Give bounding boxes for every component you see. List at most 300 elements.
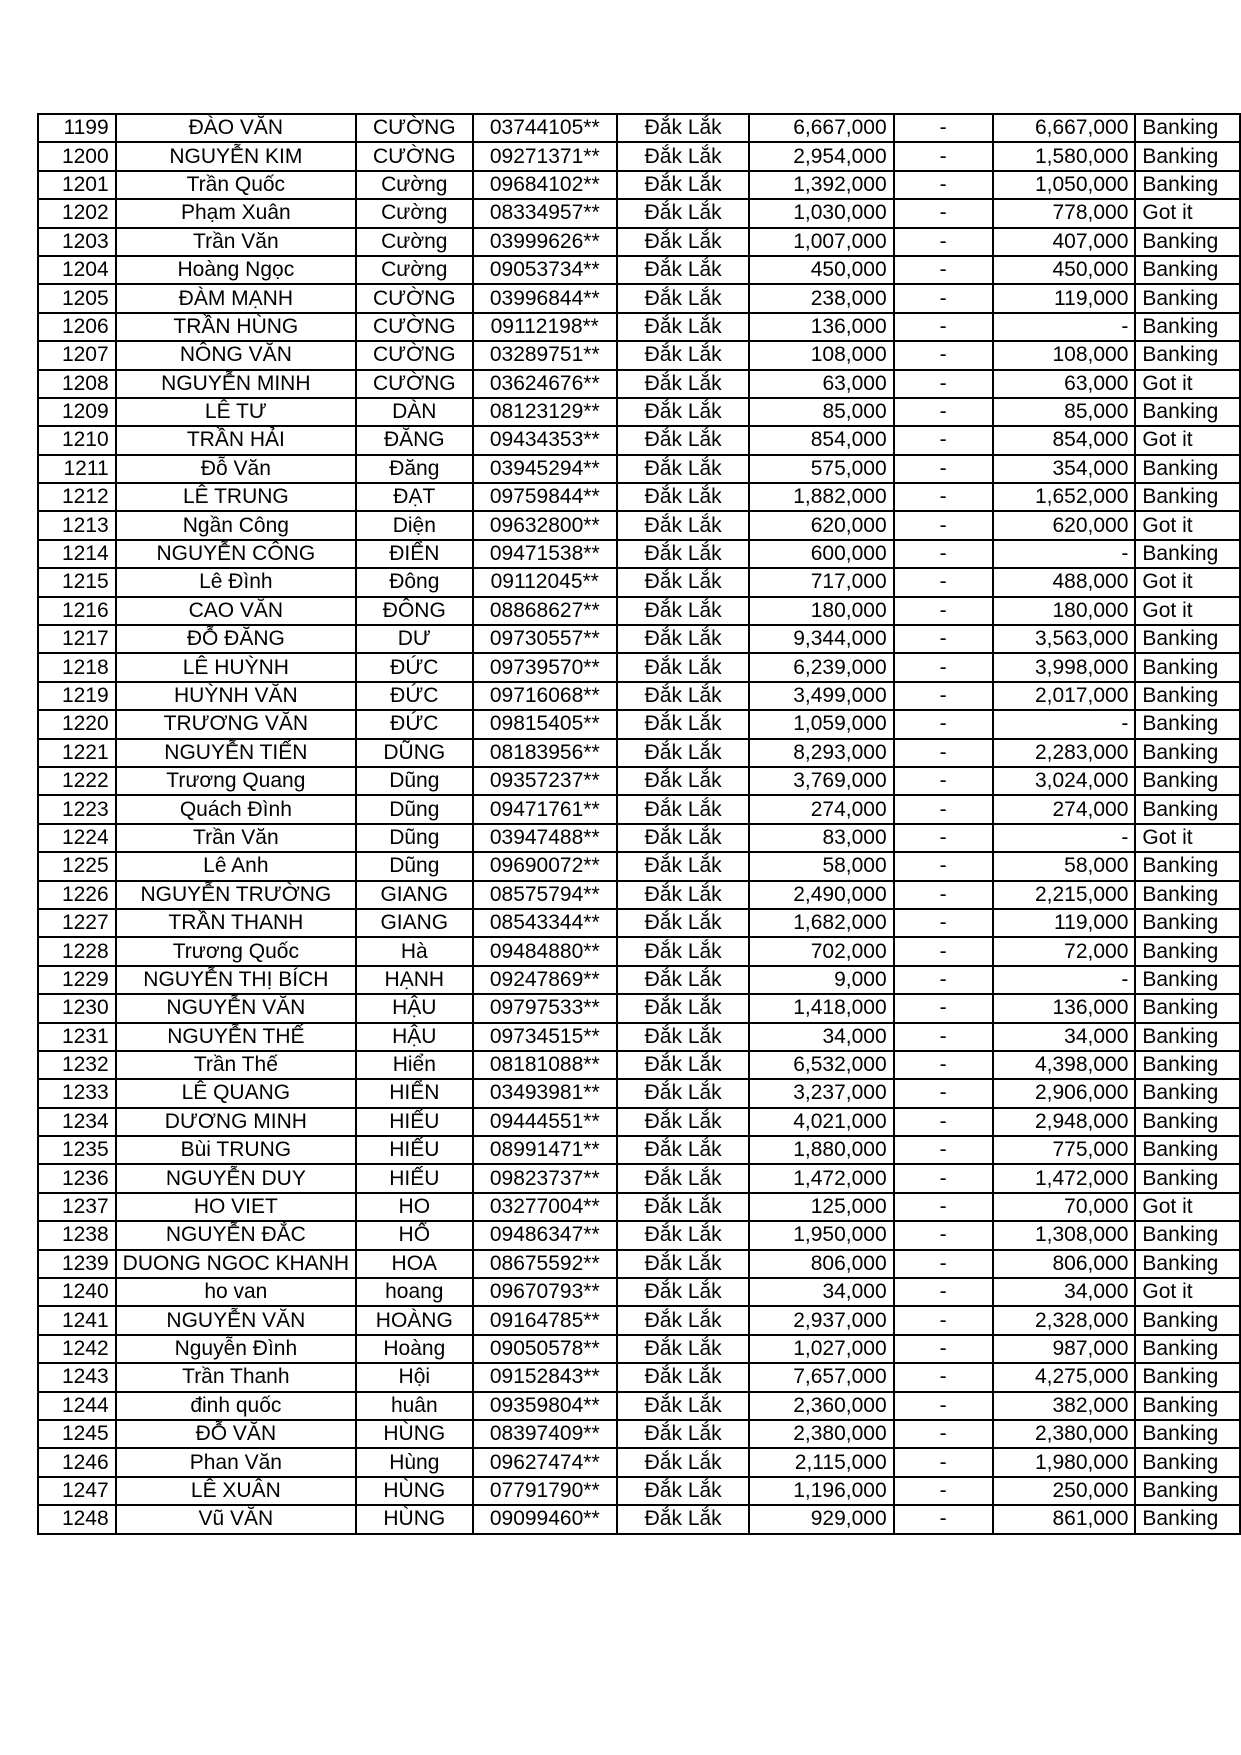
given-name: Dũng — [356, 795, 473, 823]
table-row — [38, 966, 1240, 994]
amount: 2,954,000 — [749, 142, 893, 170]
province: Đắk Lắk — [617, 739, 750, 767]
payment-method: Banking — [1135, 313, 1240, 341]
province: Đắk Lắk — [617, 1108, 750, 1136]
province: Đắk Lắk — [617, 1250, 750, 1278]
table-row — [38, 1392, 1240, 1420]
paid-amount: - — [993, 710, 1136, 738]
row-number: 1244 — [38, 1392, 116, 1420]
paid-amount: 861,000 — [993, 1505, 1136, 1533]
row-number: 1206 — [38, 313, 116, 341]
dash-cell: - — [894, 370, 993, 398]
phone-number: 08991471** — [473, 1136, 617, 1164]
table-row — [38, 1136, 1240, 1164]
province: Đắk Lắk — [617, 142, 750, 170]
payment-method: Banking — [1135, 1250, 1240, 1278]
paid-amount: 2,215,000 — [993, 881, 1136, 909]
paid-amount: 354,000 — [993, 455, 1136, 483]
phone-number: 08397409** — [473, 1420, 617, 1448]
family-name: TRẦN HÙNG — [116, 313, 356, 341]
table-row — [38, 994, 1240, 1022]
payment-method: Banking — [1135, 1108, 1240, 1136]
payment-method: Banking — [1135, 455, 1240, 483]
given-name: CƯỜNG — [356, 313, 473, 341]
family-name: ho van — [116, 1278, 356, 1306]
payment-method: Banking — [1135, 398, 1240, 426]
row-number: 1228 — [38, 937, 116, 965]
dash-cell: - — [894, 1221, 993, 1249]
province: Đắk Lắk — [617, 426, 750, 454]
amount: 2,380,000 — [749, 1420, 893, 1448]
row-number: 1239 — [38, 1250, 116, 1278]
phone-number: 09823737** — [473, 1164, 617, 1192]
province: Đắk Lắk — [617, 824, 750, 852]
family-name: LÊ TƯ — [116, 398, 356, 426]
province: Đắk Lắk — [617, 483, 750, 511]
amount: 274,000 — [749, 795, 893, 823]
phone-number: 09050578** — [473, 1335, 617, 1363]
paid-amount: 1,308,000 — [993, 1221, 1136, 1249]
table-row — [38, 540, 1240, 568]
payment-method: Banking — [1135, 767, 1240, 795]
payment-method: Got it — [1135, 597, 1240, 625]
table-row — [38, 653, 1240, 681]
dash-cell: - — [894, 881, 993, 909]
province: Đắk Lắk — [617, 284, 750, 312]
family-name: TRƯƠNG VĂN — [116, 710, 356, 738]
payment-method: Banking — [1135, 1448, 1240, 1476]
table-row — [38, 1193, 1240, 1221]
phone-number: 08181088** — [473, 1051, 617, 1079]
dash-cell: - — [894, 824, 993, 852]
province: Đắk Lắk — [617, 1023, 750, 1051]
table-row — [38, 1051, 1240, 1079]
paid-amount: 274,000 — [993, 795, 1136, 823]
paid-amount: 4,398,000 — [993, 1051, 1136, 1079]
table-row — [38, 1164, 1240, 1192]
row-number: 1210 — [38, 426, 116, 454]
table-row — [38, 1023, 1240, 1051]
payment-method: Banking — [1135, 966, 1240, 994]
table-row — [38, 710, 1240, 738]
province: Đắk Lắk — [617, 1477, 750, 1505]
amount: 108,000 — [749, 341, 893, 369]
paid-amount: 108,000 — [993, 341, 1136, 369]
table-row — [38, 313, 1240, 341]
paid-amount: 6,667,000 — [993, 114, 1136, 142]
row-number: 1245 — [38, 1420, 116, 1448]
given-name: GIANG — [356, 881, 473, 909]
phone-number: 03999626** — [473, 228, 617, 256]
row-number: 1227 — [38, 909, 116, 937]
amount: 717,000 — [749, 568, 893, 596]
phone-number: 09684102** — [473, 171, 617, 199]
given-name: Hùng — [356, 1448, 473, 1476]
province: Đắk Lắk — [617, 228, 750, 256]
amount: 85,000 — [749, 398, 893, 426]
amount: 125,000 — [749, 1193, 893, 1221]
province: Đắk Lắk — [617, 795, 750, 823]
province: Đắk Lắk — [617, 597, 750, 625]
given-name: HẬU — [356, 1023, 473, 1051]
given-name: Dũng — [356, 767, 473, 795]
row-number: 1208 — [38, 370, 116, 398]
given-name: ĐỨC — [356, 682, 473, 710]
given-name: Đông — [356, 568, 473, 596]
amount: 63,000 — [749, 370, 893, 398]
phone-number: 09444551** — [473, 1108, 617, 1136]
payment-method: Banking — [1135, 881, 1240, 909]
paid-amount: 620,000 — [993, 511, 1136, 539]
row-number: 1214 — [38, 540, 116, 568]
table-row — [38, 682, 1240, 710]
dash-cell: - — [894, 966, 993, 994]
family-name: NGUYỄN KIM — [116, 142, 356, 170]
province: Đắk Lắk — [617, 909, 750, 937]
phone-number: 08575794** — [473, 881, 617, 909]
phone-number: 09434353** — [473, 426, 617, 454]
province: Đắk Lắk — [617, 1448, 750, 1476]
amount: 1,007,000 — [749, 228, 893, 256]
dash-cell: - — [894, 1164, 993, 1192]
given-name: Đăng — [356, 455, 473, 483]
paid-amount: 3,024,000 — [993, 767, 1136, 795]
family-name: Quách Đình — [116, 795, 356, 823]
table-row — [38, 739, 1240, 767]
phone-number: 09112045** — [473, 568, 617, 596]
table-row — [38, 455, 1240, 483]
payment-method: Got it — [1135, 824, 1240, 852]
payment-method: Banking — [1135, 1221, 1240, 1249]
payment-method: Banking — [1135, 653, 1240, 681]
dash-cell: - — [894, 1448, 993, 1476]
dash-cell: - — [894, 426, 993, 454]
family-name: Hoàng Ngọc — [116, 256, 356, 284]
dash-cell: - — [894, 455, 993, 483]
paid-amount: 1,580,000 — [993, 142, 1136, 170]
family-name: TRẦN THANH — [116, 909, 356, 937]
payment-method: Banking — [1135, 540, 1240, 568]
amount: 6,532,000 — [749, 1051, 893, 1079]
paid-amount: 58,000 — [993, 852, 1136, 880]
phone-number: 03493981** — [473, 1079, 617, 1107]
amount: 9,344,000 — [749, 625, 893, 653]
province: Đắk Lắk — [617, 455, 750, 483]
row-number: 1224 — [38, 824, 116, 852]
family-name: LÊ TRUNG — [116, 483, 356, 511]
given-name: hoang — [356, 1278, 473, 1306]
paid-amount: 119,000 — [993, 909, 1136, 937]
family-name: NGUYỄN THẾ — [116, 1023, 356, 1051]
province: Đắk Lắk — [617, 1363, 750, 1391]
paid-amount: - — [993, 824, 1136, 852]
family-name: Phan Văn — [116, 1448, 356, 1476]
phone-number: 03945294** — [473, 455, 617, 483]
paid-amount: 987,000 — [993, 1335, 1136, 1363]
table-row — [38, 398, 1240, 426]
payment-method: Banking — [1135, 256, 1240, 284]
paid-amount: 3,563,000 — [993, 625, 1136, 653]
paid-amount: - — [993, 313, 1136, 341]
paid-amount: 775,000 — [993, 1136, 1136, 1164]
province: Đắk Lắk — [617, 1420, 750, 1448]
dash-cell: - — [894, 1250, 993, 1278]
phone-number: 09797533** — [473, 994, 617, 1022]
paid-amount: 450,000 — [993, 256, 1136, 284]
table-row — [38, 909, 1240, 937]
given-name: HO — [356, 1193, 473, 1221]
phone-number: 09359804** — [473, 1392, 617, 1420]
row-number: 1213 — [38, 511, 116, 539]
paid-amount: 63,000 — [993, 370, 1136, 398]
family-name: Vũ VĂN — [116, 1505, 356, 1533]
table-row — [38, 1306, 1240, 1334]
amount: 854,000 — [749, 426, 893, 454]
payment-method: Got it — [1135, 199, 1240, 227]
payment-method: Banking — [1135, 142, 1240, 170]
province: Đắk Lắk — [617, 710, 750, 738]
given-name: ĐẠT — [356, 483, 473, 511]
family-name: Bùi TRUNG — [116, 1136, 356, 1164]
family-name: HO VIET — [116, 1193, 356, 1221]
amount: 8,293,000 — [749, 739, 893, 767]
family-name: Lê Anh — [116, 852, 356, 880]
given-name: HOA — [356, 1250, 473, 1278]
province: Đắk Lắk — [617, 1193, 750, 1221]
given-name: ĐĂNG — [356, 426, 473, 454]
family-name: NGUYỄN DUY — [116, 1164, 356, 1192]
family-name: NGUYỄN MINH — [116, 370, 356, 398]
phone-number: 09632800** — [473, 511, 617, 539]
table-row — [38, 142, 1240, 170]
table-row — [38, 1108, 1240, 1136]
table-row — [38, 1250, 1240, 1278]
family-name: Phạm Xuân — [116, 199, 356, 227]
family-name: Trần Văn — [116, 228, 356, 256]
paid-amount: 2,380,000 — [993, 1420, 1136, 1448]
paid-amount: 2,328,000 — [993, 1306, 1136, 1334]
table-row — [38, 228, 1240, 256]
given-name: HẠNH — [356, 966, 473, 994]
payment-method: Banking — [1135, 1477, 1240, 1505]
family-name: Trần Thế — [116, 1051, 356, 1079]
payment-method: Banking — [1135, 1079, 1240, 1107]
table-row — [38, 1363, 1240, 1391]
payment-method: Banking — [1135, 994, 1240, 1022]
phone-number: 07791790** — [473, 1477, 617, 1505]
given-name: Cường — [356, 228, 473, 256]
given-name: Hà — [356, 937, 473, 965]
paid-amount: 34,000 — [993, 1023, 1136, 1051]
table-row — [38, 511, 1240, 539]
dash-cell: - — [894, 1392, 993, 1420]
dash-cell: - — [894, 199, 993, 227]
dash-cell: - — [894, 228, 993, 256]
payment-method: Banking — [1135, 1505, 1240, 1533]
province: Đắk Lắk — [617, 171, 750, 199]
given-name: Dũng — [356, 824, 473, 852]
phone-number: 08543344** — [473, 909, 617, 937]
phone-number: 09734515** — [473, 1023, 617, 1051]
row-number: 1248 — [38, 1505, 116, 1533]
phone-number: 09112198** — [473, 313, 617, 341]
row-number: 1235 — [38, 1136, 116, 1164]
paid-amount: 136,000 — [993, 994, 1136, 1022]
province: Đắk Lắk — [617, 966, 750, 994]
payment-method: Banking — [1135, 739, 1240, 767]
family-name: ĐỖ VĂN — [116, 1420, 356, 1448]
amount: 600,000 — [749, 540, 893, 568]
amount: 34,000 — [749, 1278, 893, 1306]
amount: 6,239,000 — [749, 653, 893, 681]
family-name: LÊ XUÂN — [116, 1477, 356, 1505]
payment-method: Banking — [1135, 1051, 1240, 1079]
payment-method: Banking — [1135, 625, 1240, 653]
table-row — [38, 795, 1240, 823]
phone-number: 09486347** — [473, 1221, 617, 1249]
payment-method: Banking — [1135, 1023, 1240, 1051]
table-row — [38, 597, 1240, 625]
payment-method: Banking — [1135, 1164, 1240, 1192]
amount: 2,490,000 — [749, 881, 893, 909]
amount: 6,667,000 — [749, 114, 893, 142]
given-name: DŨNG — [356, 739, 473, 767]
row-number: 1233 — [38, 1079, 116, 1107]
given-name: CƯỜNG — [356, 370, 473, 398]
row-number: 1215 — [38, 568, 116, 596]
phone-number: 09357237** — [473, 767, 617, 795]
given-name: HOÀNG — [356, 1306, 473, 1334]
dash-cell: - — [894, 284, 993, 312]
family-name: NGUYỄN TRƯỜNG — [116, 881, 356, 909]
amount: 1,472,000 — [749, 1164, 893, 1192]
row-number: 1219 — [38, 682, 116, 710]
family-name: ĐÀM MẠNH — [116, 284, 356, 312]
table-row — [38, 199, 1240, 227]
paid-amount: 1,050,000 — [993, 171, 1136, 199]
amount: 1,418,000 — [749, 994, 893, 1022]
payment-method: Banking — [1135, 1136, 1240, 1164]
amount: 1,027,000 — [749, 1335, 893, 1363]
phone-number: 08868627** — [473, 597, 617, 625]
phone-number: 09627474** — [473, 1448, 617, 1476]
family-name: LÊ QUANG — [116, 1079, 356, 1107]
family-name: Lê Đình — [116, 568, 356, 596]
phone-number: 09716068** — [473, 682, 617, 710]
phone-number: 03744105** — [473, 114, 617, 142]
dash-cell: - — [894, 625, 993, 653]
province: Đắk Lắk — [617, 994, 750, 1022]
payment-method: Got it — [1135, 568, 1240, 596]
given-name: Dũng — [356, 852, 473, 880]
row-number: 1247 — [38, 1477, 116, 1505]
family-name: NGUYỄN TIẾN — [116, 739, 356, 767]
row-number: 1204 — [38, 256, 116, 284]
row-number: 1231 — [38, 1023, 116, 1051]
paid-amount: 2,906,000 — [993, 1079, 1136, 1107]
payment-method: Got it — [1135, 1278, 1240, 1306]
dash-cell: - — [894, 483, 993, 511]
paid-amount: 3,998,000 — [993, 653, 1136, 681]
family-name: Trần Thanh — [116, 1363, 356, 1391]
paid-amount: - — [993, 966, 1136, 994]
amount: 3,237,000 — [749, 1079, 893, 1107]
amount: 4,021,000 — [749, 1108, 893, 1136]
paid-amount: 382,000 — [993, 1392, 1136, 1420]
row-number: 1230 — [38, 994, 116, 1022]
dash-cell: - — [894, 142, 993, 170]
province: Đắk Lắk — [617, 1136, 750, 1164]
row-number: 1205 — [38, 284, 116, 312]
row-number: 1242 — [38, 1335, 116, 1363]
table-row — [38, 171, 1240, 199]
dash-cell: - — [894, 540, 993, 568]
amount: 2,360,000 — [749, 1392, 893, 1420]
phone-number: 03996844** — [473, 284, 617, 312]
payment-method: Banking — [1135, 284, 1240, 312]
dash-cell: - — [894, 1108, 993, 1136]
table-row — [38, 1221, 1240, 1249]
dash-cell: - — [894, 1051, 993, 1079]
row-number: 1223 — [38, 795, 116, 823]
amount: 9,000 — [749, 966, 893, 994]
province: Đắk Lắk — [617, 568, 750, 596]
province: Đắk Lắk — [617, 398, 750, 426]
payment-method: Banking — [1135, 341, 1240, 369]
row-number: 1225 — [38, 852, 116, 880]
paid-amount: 2,948,000 — [993, 1108, 1136, 1136]
given-name: HÙNG — [356, 1505, 473, 1533]
amount: 83,000 — [749, 824, 893, 852]
province: Đắk Lắk — [617, 341, 750, 369]
payment-method: Banking — [1135, 909, 1240, 937]
table-row — [38, 256, 1240, 284]
paid-amount: 407,000 — [993, 228, 1136, 256]
payment-method: Got it — [1135, 1193, 1240, 1221]
dash-cell: - — [894, 994, 993, 1022]
paid-amount: 70,000 — [993, 1193, 1136, 1221]
amount: 34,000 — [749, 1023, 893, 1051]
row-number: 1212 — [38, 483, 116, 511]
family-name: DƯƠNG MINH — [116, 1108, 356, 1136]
payment-method: Banking — [1135, 1420, 1240, 1448]
amount: 1,882,000 — [749, 483, 893, 511]
paid-amount: - — [993, 540, 1136, 568]
dash-cell: - — [894, 313, 993, 341]
province: Đắk Lắk — [617, 1392, 750, 1420]
family-name: NGUYỄN ĐẮC — [116, 1221, 356, 1249]
dash-cell: - — [894, 1505, 993, 1533]
given-name: ĐIỂN — [356, 540, 473, 568]
payment-method: Banking — [1135, 937, 1240, 965]
table-row — [38, 852, 1240, 880]
given-name: Cường — [356, 171, 473, 199]
payment-method: Banking — [1135, 1363, 1240, 1391]
table-row — [38, 1335, 1240, 1363]
row-number: 1217 — [38, 625, 116, 653]
row-number: 1226 — [38, 881, 116, 909]
row-number: 1236 — [38, 1164, 116, 1192]
table-row — [38, 568, 1240, 596]
row-number: 1207 — [38, 341, 116, 369]
family-name: Trương Quang — [116, 767, 356, 795]
family-name: Nguyễn Đình — [116, 1335, 356, 1363]
payment-method: Banking — [1135, 710, 1240, 738]
dash-cell: - — [894, 1023, 993, 1051]
table-row — [38, 1448, 1240, 1476]
table-row — [38, 1477, 1240, 1505]
dash-cell: - — [894, 398, 993, 426]
